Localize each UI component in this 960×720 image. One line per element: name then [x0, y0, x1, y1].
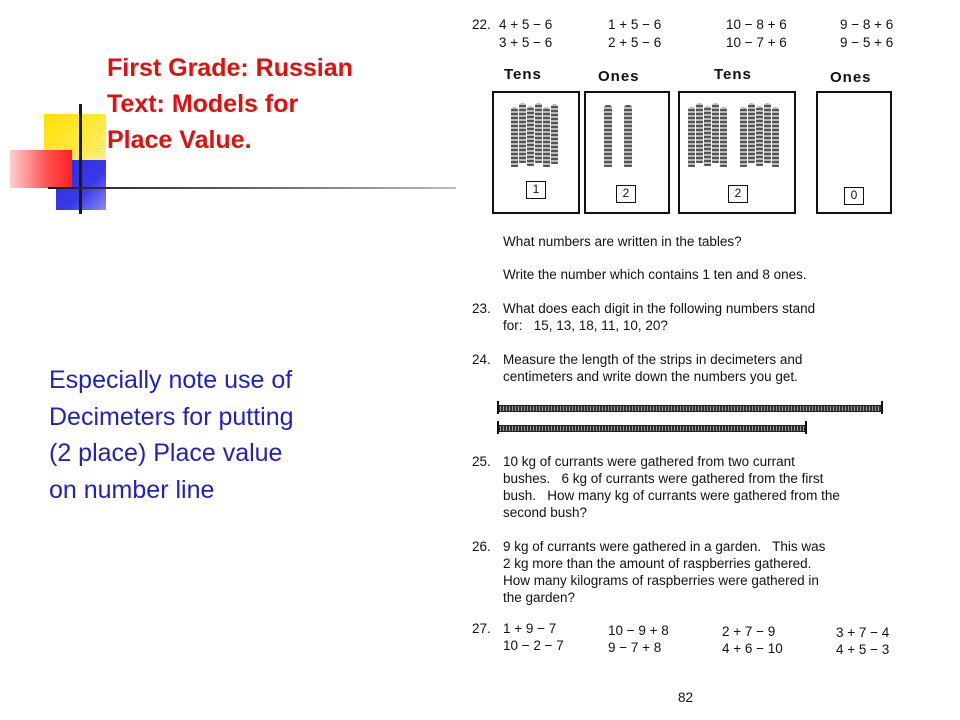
problem-23-text: What does each digit in the following numbers stand for: 15, 13, 18, 11, 10, 20?	[503, 301, 816, 333]
p27-expr: 10 − 9 + 8	[608, 623, 669, 638]
ones-box	[816, 91, 892, 214]
problem-23-number: 23.	[472, 301, 491, 316]
single-stick	[604, 105, 612, 167]
strip-end	[497, 401, 499, 414]
problem-24-text: Measure the length of the strips in decimeters and centimeters and write down the numbers you get.	[503, 352, 803, 384]
ones-box	[584, 91, 670, 214]
p27-expr: 4 + 5 − 3	[836, 642, 890, 657]
p27-expr: 3 + 7 − 4	[836, 625, 890, 640]
header-ones: Ones	[598, 68, 640, 85]
page-number: 82	[678, 690, 694, 705]
header-tens: Tens	[504, 66, 542, 83]
p27-expr: 10 − 2 − 7	[503, 638, 564, 653]
p22-expr: 2 + 5 − 6	[608, 35, 662, 50]
problem-22-number: 22.	[472, 17, 491, 32]
p22-expr: 4 + 5 − 6	[499, 17, 553, 32]
problem-27-number: 27.	[472, 621, 491, 636]
p27-expr: 4 + 6 − 10	[722, 641, 783, 656]
tens-box	[678, 91, 796, 214]
problem-25-text: 10 kg of currants were gathered from two currant bushes. 6 kg of currants were gathered from the first bush. How many kg of currants were gathered from the second bush?	[503, 454, 840, 520]
measure-strip-short	[498, 425, 806, 432]
measure-strip-long	[498, 405, 882, 412]
problem-26-text: 9 kg of currants were gathered in a garden. This was 2 kg more than the amount of raspberries gathered. How many kilograms of raspberries were gathered in the garden?	[503, 539, 826, 605]
decor-red-bar	[10, 150, 72, 188]
problem-25-number: 25.	[472, 454, 491, 469]
ten-stick-bundle	[511, 103, 561, 169]
p27-expr: 2 + 7 − 9	[722, 624, 776, 639]
p27-expr: 1 + 9 − 7	[503, 621, 557, 636]
problem-26-number: 26.	[472, 539, 491, 554]
strip-end	[497, 421, 499, 434]
slide-note: Especially note use of Decimeters for putting (2 place) Place value on number line	[49, 366, 294, 504]
textbook-scan	[462, 0, 960, 720]
p27-expr: 9 − 7 + 8	[608, 640, 662, 655]
p22-expr: 9 − 5 + 6	[840, 35, 894, 50]
header-ones: Ones	[830, 69, 872, 86]
question-tables: What numbers are written in the tables?	[503, 234, 742, 249]
question-write-number: Write the number which contains 1 ten and 8 ones.	[503, 267, 807, 282]
p22-expr: 10 − 7 + 6	[726, 35, 787, 50]
strip-end	[805, 421, 807, 434]
p22-expr: 9 − 8 + 6	[840, 17, 894, 32]
decor-vertical-line	[79, 104, 82, 214]
p22-expr: 3 + 5 − 6	[499, 35, 553, 50]
digit-box: 2	[728, 185, 748, 203]
digit-box: 0	[844, 187, 864, 205]
ten-stick-bundle	[688, 103, 736, 169]
p22-expr: 10 − 8 + 6	[726, 17, 787, 32]
slide-title: First Grade: Russian Text: Models for Place Value.	[107, 54, 353, 154]
digit-box: 1	[526, 181, 546, 199]
digit-box: 2	[616, 185, 636, 203]
single-stick	[624, 105, 632, 167]
p22-expr: 1 + 5 − 6	[608, 17, 662, 32]
header-tens: Tens	[714, 66, 752, 83]
tens-box	[492, 91, 580, 214]
problem-24-number: 24.	[472, 352, 491, 367]
strip-end	[881, 401, 883, 414]
decor-horizontal-line	[48, 187, 456, 189]
ten-stick-bundle	[740, 103, 788, 169]
